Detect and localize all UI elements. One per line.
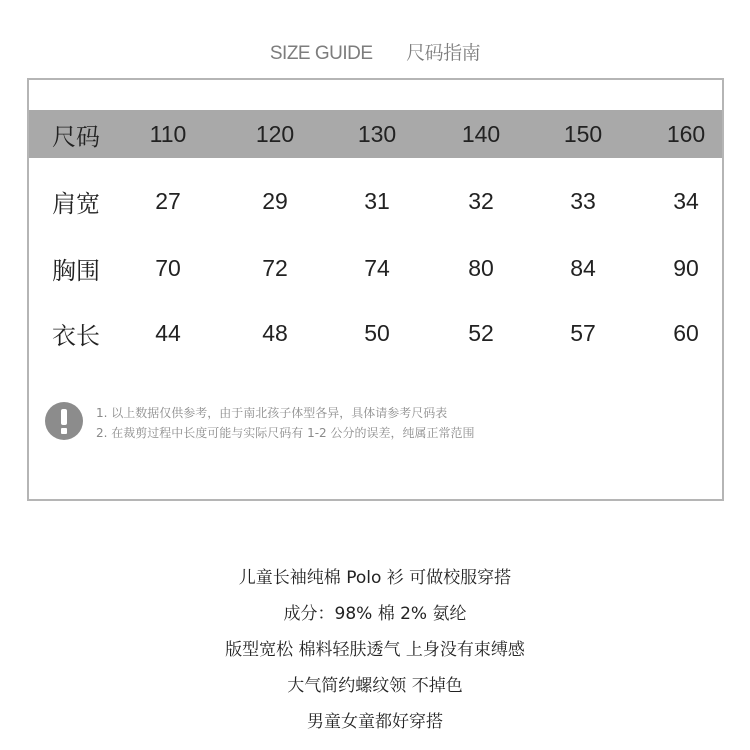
table-row-shoulder: [29, 177, 722, 225]
table-cell: 80: [468, 254, 494, 281]
size-150: 150: [563, 120, 603, 147]
table-cell: 31: [364, 187, 390, 214]
size-notes: [96, 403, 475, 443]
table-header-row: [29, 110, 722, 158]
table-row-length: [29, 309, 722, 357]
table-cell: 52: [468, 319, 494, 346]
size-table-card: [27, 78, 724, 501]
table-cell: 48: [262, 319, 288, 346]
size-160: 160: [666, 120, 706, 147]
exclamation-icon: [45, 402, 83, 440]
table-cell: 90: [673, 254, 699, 281]
product-description: [0, 562, 750, 742]
size-140: 140: [461, 120, 501, 147]
table-cell: 27: [155, 187, 181, 214]
description-line: 版型宽松 棉料轻肤透气 上身没有束缚感: [225, 640, 525, 660]
description-line: 大气简约螺纹领 不掉色: [287, 676, 463, 696]
table-cell: 34: [673, 187, 699, 214]
row-label: 肩宽: [52, 189, 100, 218]
row-label: 衣长: [52, 321, 100, 350]
table-cell: 74: [364, 254, 390, 281]
table-cell: 70: [155, 254, 181, 281]
table-cell: 57: [570, 319, 596, 346]
table-row-chest: [29, 244, 722, 292]
title-chinese: 尺码指南: [406, 42, 481, 64]
description-line: 儿童长袖纯棉 Polo 衫 可做校服穿搭: [238, 568, 512, 588]
page-title: [0, 38, 750, 65]
table-cell: 32: [468, 187, 494, 214]
table-cell: 72: [262, 254, 288, 281]
size-130: 130: [357, 120, 397, 147]
header-label: 尺码: [52, 122, 100, 151]
size-110: 110: [149, 120, 187, 147]
table-cell: 29: [262, 187, 288, 214]
table-cell: 60: [673, 319, 699, 346]
title-english: SIZE GUIDE: [269, 43, 373, 64]
table-cell: 44: [155, 319, 181, 346]
table-cell: 33: [570, 187, 596, 214]
description-line: 成分：98% 棉 2% 氨纶: [283, 604, 467, 624]
table-cell: 84: [570, 254, 596, 281]
note-line: 1. 以上数据仅供参考，由于南北孩子体型各异，具体请参考尺码表: [96, 406, 448, 420]
description-line: 男童女童都好穿搭: [307, 712, 443, 732]
size-120: 120: [255, 120, 295, 147]
row-label: 胸围: [52, 256, 100, 285]
note-line: 2. 在裁剪过程中长度可能与实际尺码有 1-2 公分的误差，纯属正常范围: [96, 426, 475, 440]
table-cell: 50: [364, 319, 390, 346]
